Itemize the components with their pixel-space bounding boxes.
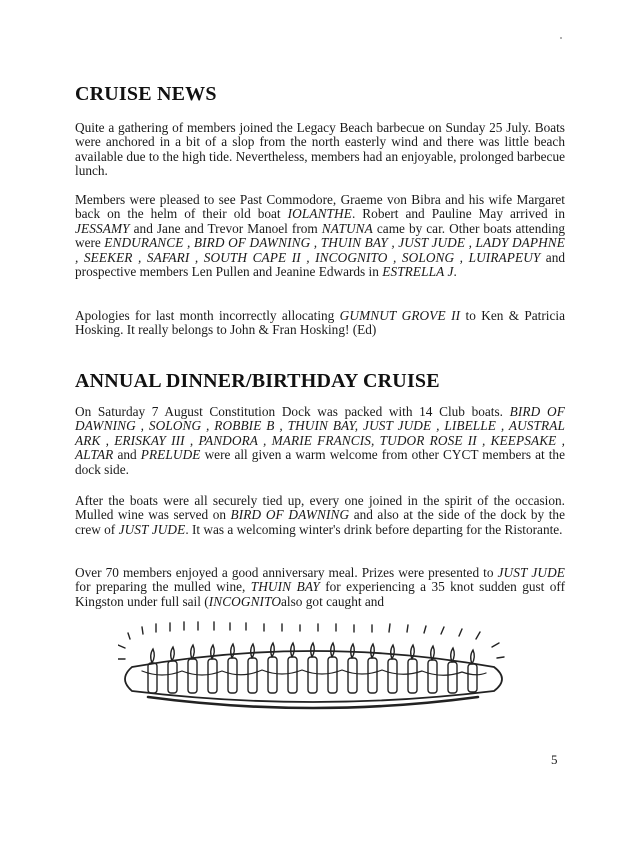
text-span: to Ken & Patricia Hosking. It really belongs to John & Fran Hosking! (Ed) — [75, 308, 565, 338]
annual-dinner-paragraph-2 — [75, 494, 565, 537]
text-span: . Robert and Pauline May arrived in — [351, 206, 565, 222]
birthday-cake-icon — [118, 615, 508, 715]
boat-name: GUMNUT GROVE II — [339, 308, 461, 323]
boat-names-list: ENDURANCE , BIRD OF DAWNING , THUIN BAY , JUST JUDE , LADY DAPHNE , SEEKER , SAFARI , SOUTH CAPE II , INCOGNITO , SOLONG , LUIRAPEUY — [75, 235, 565, 265]
text-span: Over 70 members enjoyed a good anniversary meal. Prizes were presented to — [75, 565, 498, 580]
boat-name: BIRD OF DAWNING — [230, 507, 350, 523]
text-span: After the boats were all securely tied up, every one joined in the spirit of the occasion. Mulled wine was served on — [75, 493, 565, 523]
boat-name: JESSAMY — [75, 220, 130, 236]
text-span: were all given a warm welcome from other CYCT members at the dock side. — [75, 447, 565, 477]
text-span: On Saturday 7 August Constitution Dock was packed with 14 Club boats. — [75, 404, 510, 419]
boat-name: ESTRELLA J — [382, 264, 454, 280]
boat-names-list: BIRD OF DAWNING , SOLONG , ROBBIE B , THUIN BAY, JUST JUDE , LIBELLE , AUSTRAL ARK , ERISKAY III , PANDORA , MARIE FRANCIS, TUDOR ROSE II , KEEPSAKE , ALTAR — [75, 404, 565, 463]
cake-outline — [125, 651, 502, 702]
annual-dinner-heading: ANNUAL DINNER/BIRTHDAY CRUISE — [75, 370, 440, 392]
text-span: for preparing the mulled wine, — [75, 579, 251, 595]
text-span: and also at the side of the dock by the crew of — [75, 507, 565, 537]
annual-dinner-paragraph-1 — [75, 405, 565, 477]
text-span: for experiencing a 35 knot sudden gust off Kingston under full sail ( — [75, 579, 566, 609]
text-span: also got caught and — [281, 593, 385, 609]
boat-name: PRELUDE — [140, 447, 201, 463]
boat-name: INCOGNITO — [208, 593, 282, 609]
cruise-news-paragraph-3 — [75, 309, 565, 338]
boat-name: JUST JUDE — [118, 521, 186, 537]
text-span: Apologies for last month incorrectly allocating — [75, 308, 340, 323]
text-span: and — [113, 447, 141, 463]
boat-name: THUIN BAY — [250, 579, 320, 595]
cruise-news-paragraph-2 — [75, 193, 565, 279]
boat-name: JUST JUDE — [497, 565, 565, 580]
text-span: and prospective members Len Pullen and Jeanine Edwards in — [75, 249, 565, 280]
annual-dinner-paragraph-3 — [75, 566, 565, 609]
text-span: . — [453, 264, 457, 280]
boat-name: IOLANTHE — [287, 206, 352, 222]
speck — [560, 37, 562, 39]
cruise-news-heading: CRUISE NEWS — [75, 83, 217, 105]
page-number: 5 — [551, 752, 558, 767]
text-span: Members were pleased to see Past Commodore, Graeme von Bibra and his wife Margaret back on the helm of their old boat — [75, 192, 565, 222]
text-span: . It was a welcoming winter's drink before departing for the Ristorante. — [185, 521, 563, 537]
text-span: and Jane and Trevor Manoel from — [129, 220, 322, 236]
cake-frosting — [142, 670, 486, 675]
boat-name: NATUNA — [321, 220, 373, 236]
text-span: came by car. Other boats attending were — [75, 220, 565, 251]
cruise-news-paragraph-1: Quite a gathering of members joined the Legacy Beach barbecue on Sunday 25 July. Boats were anchored in a bit of a slop from the north easterly wind and there was little beach available due to the high tide. Nevertheless, members had an enjoyable, prolonged barbecue lunch. — [75, 120, 565, 179]
